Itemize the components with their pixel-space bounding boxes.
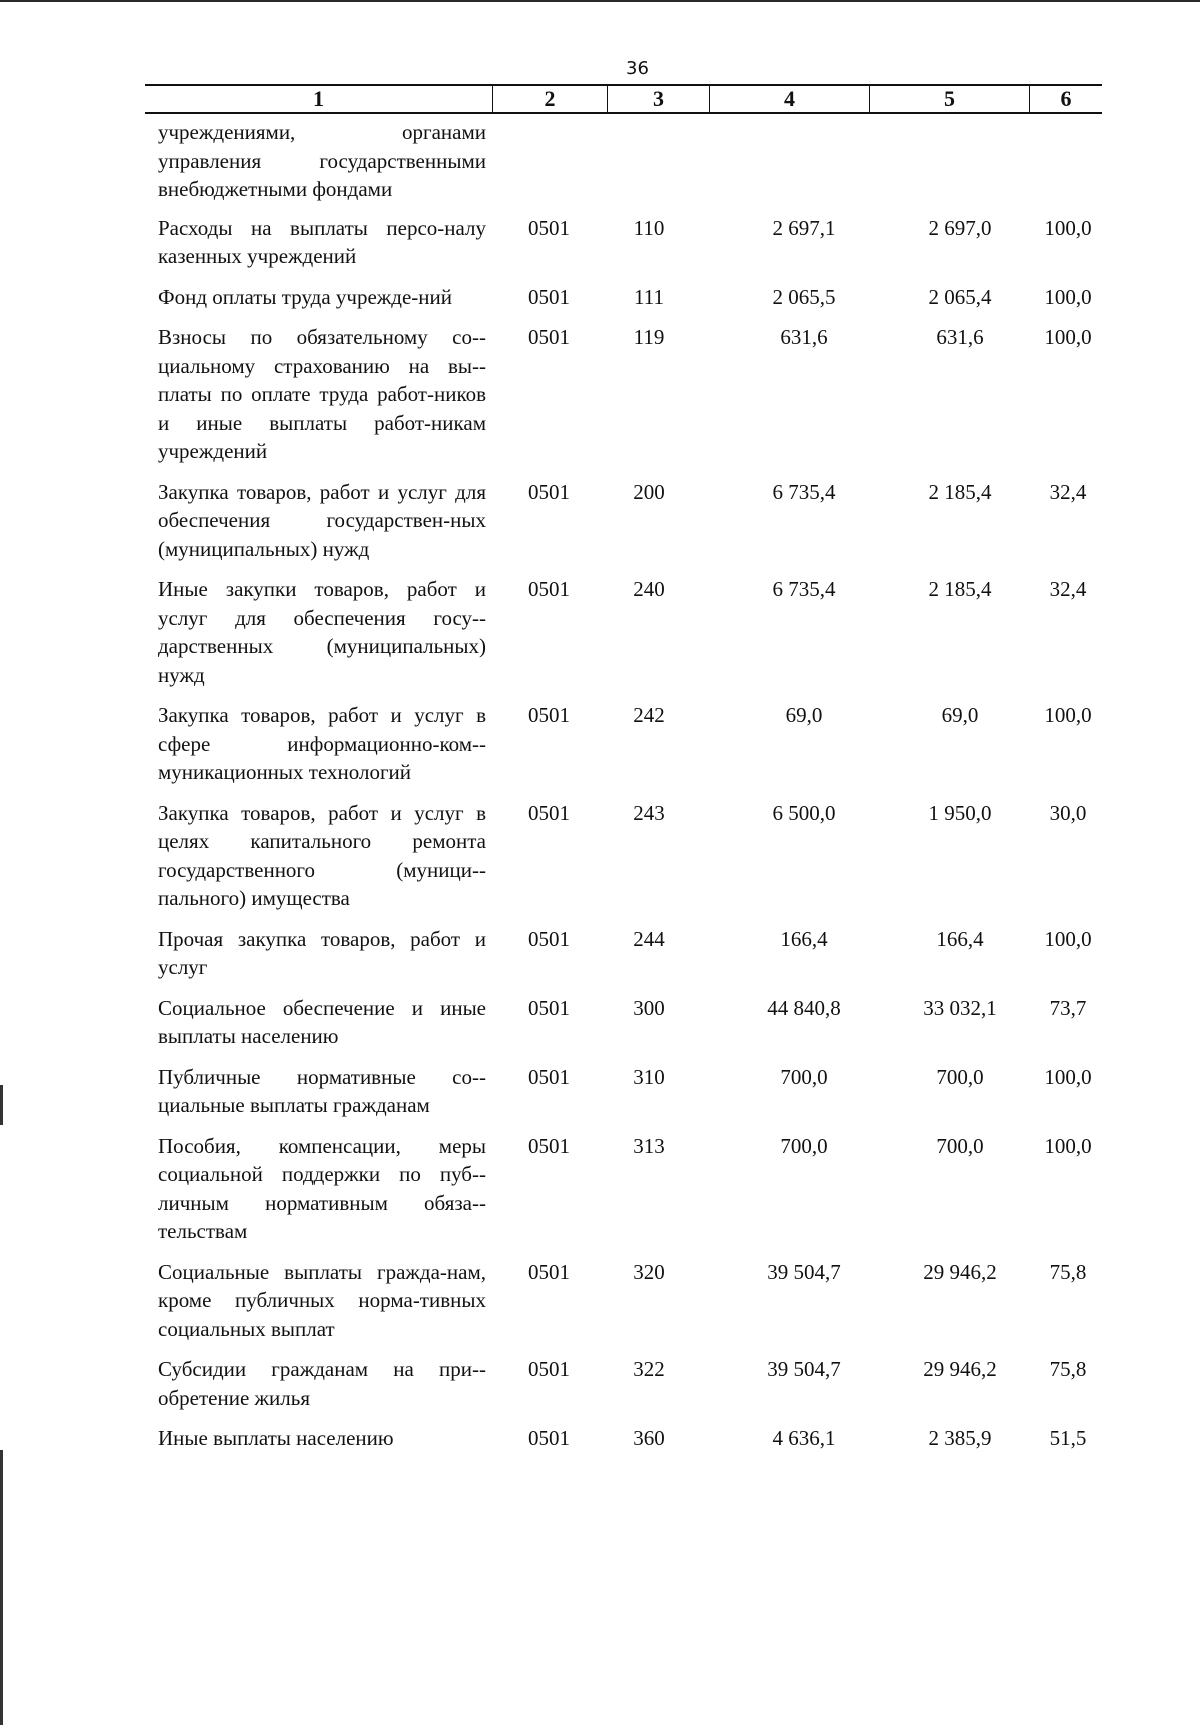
expense-type-code: 320 <box>633 1259 665 1284</box>
row-description: Закупка товаров, работ и услуг в целях капитального ремонта государственного (муници-пального) имущества <box>158 800 486 910</box>
table-body <box>158 118 1118 1453</box>
section-code: 0501 <box>528 800 570 825</box>
row-description: Взносы по обязательному со-циальному страхованию на вы-платы по оплате труда работ-ников и иные выплаты работ-никам учреждений <box>158 325 486 463</box>
row-description: Субсидии гражданам на при-обретение жилья <box>158 1357 486 1410</box>
table-row <box>158 1258 1118 1344</box>
execution-percent: 100,0 <box>1044 926 1092 951</box>
execution-percent: 100,0 <box>1044 1064 1092 1089</box>
actual-amount: 33 032,1 <box>923 995 997 1020</box>
actual-amount: 1 950,0 <box>928 800 992 825</box>
row-description: Иные выплаты населению <box>158 1426 394 1450</box>
table-row <box>158 478 1118 564</box>
expense-type-code: 310 <box>633 1064 665 1089</box>
expense-type-code: 242 <box>633 703 665 727</box>
planned-amount: 2 697,1 <box>772 215 836 240</box>
planned-amount: 2 065,5 <box>772 284 836 309</box>
execution-percent: 100,0 <box>1044 1133 1092 1158</box>
row-description: Прочая закупка товаров, работ и услуг <box>158 926 486 979</box>
table-row <box>158 1424 1118 1453</box>
actual-amount: 631,6 <box>936 325 984 349</box>
column-header-2: 2 <box>493 86 608 112</box>
execution-percent: 51,5 <box>1049 1426 1087 1450</box>
planned-amount: 700,0 <box>780 1133 828 1158</box>
actual-amount: 166,4 <box>936 926 984 951</box>
planned-amount: 69,0 <box>785 703 823 727</box>
planned-amount: 39 504,7 <box>767 1259 841 1284</box>
table-header <box>145 84 1102 114</box>
section-code: 0501 <box>528 1426 570 1450</box>
row-description: Социальное обеспечение и иные выплаты населению <box>158 995 486 1048</box>
actual-amount: 2 385,9 <box>928 1426 992 1450</box>
planned-amount: 166,4 <box>780 926 828 951</box>
expense-type-code: 244 <box>633 926 665 951</box>
execution-percent: 100,0 <box>1044 215 1092 240</box>
expense-type-code: 322 <box>633 1357 665 1381</box>
scan-border-left-mark <box>0 1085 3 1125</box>
actual-amount: 29 946,2 <box>923 1259 997 1284</box>
actual-amount: 2 065,4 <box>928 284 992 309</box>
table-row <box>158 1063 1118 1120</box>
table-row <box>158 1355 1118 1412</box>
page-number: 36 <box>626 58 649 79</box>
section-code: 0501 <box>528 215 570 240</box>
execution-percent: 100,0 <box>1044 284 1092 309</box>
table-row <box>158 283 1118 312</box>
row-description: Фонд оплаты труда учрежде-ний <box>158 284 452 309</box>
planned-amount: 700,0 <box>780 1064 828 1089</box>
actual-amount: 29 946,2 <box>923 1357 997 1381</box>
actual-amount: 69,0 <box>941 703 979 727</box>
execution-percent: 75,8 <box>1049 1357 1087 1381</box>
section-code: 0501 <box>528 325 570 349</box>
execution-percent: 32,4 <box>1049 479 1087 504</box>
planned-amount: 6 735,4 <box>772 479 836 504</box>
expense-type-code: 110 <box>633 215 665 240</box>
planned-amount: 44 840,8 <box>767 995 841 1020</box>
table-row <box>158 575 1118 689</box>
column-header-1: 1 <box>145 86 493 112</box>
planned-amount: 631,6 <box>780 325 828 349</box>
row-description: Закупка товаров, работ и услуг для обеспечения государствен-ных (муниципальных) нужд <box>158 479 486 561</box>
table-row <box>158 701 1118 787</box>
row-description: Пособия, компенсации, меры социальной поддержки по пуб-личным нормативным обяза-тельствам <box>158 1133 486 1243</box>
section-code: 0501 <box>528 1064 570 1089</box>
table-row <box>158 925 1118 982</box>
expense-type-code: 243 <box>633 800 665 825</box>
row-description: Социальные выплаты гражда-нам, кроме публичных норма-тивных социальных выплат <box>158 1259 486 1341</box>
column-header-4: 4 <box>710 86 870 112</box>
planned-amount: 4 636,1 <box>772 1426 836 1450</box>
section-code: 0501 <box>528 1259 570 1284</box>
row-description: учреждениями, органами управления государственными внебюджетными фондами <box>158 120 486 201</box>
section-code: 0501 <box>528 1357 570 1381</box>
column-header-5: 5 <box>870 86 1030 112</box>
actual-amount: 2 697,0 <box>928 215 992 240</box>
expense-type-code: 111 <box>634 284 664 309</box>
expense-type-code: 313 <box>633 1133 665 1158</box>
execution-percent: 32,4 <box>1049 577 1087 601</box>
row-description: Расходы на выплаты персо-налу казенных учреждений <box>158 215 486 268</box>
expense-type-code: 200 <box>633 479 665 504</box>
actual-amount: 2 185,4 <box>928 479 992 504</box>
table-row <box>158 994 1118 1051</box>
table-row <box>158 323 1118 466</box>
column-header-3: 3 <box>608 86 710 112</box>
section-code: 0501 <box>528 284 570 309</box>
section-code: 0501 <box>528 479 570 504</box>
expense-type-code: 119 <box>633 325 665 349</box>
scan-border-top <box>0 0 1200 2</box>
row-description: Публичные нормативные со-циальные выплаты гражданам <box>158 1064 486 1117</box>
table-row <box>158 1132 1118 1246</box>
execution-percent: 100,0 <box>1044 703 1092 727</box>
table-row <box>158 118 1118 204</box>
expense-type-code: 300 <box>633 995 665 1020</box>
execution-percent: 75,8 <box>1049 1259 1087 1284</box>
table-row <box>158 214 1118 271</box>
expense-type-code: 240 <box>633 577 665 601</box>
column-header-6: 6 <box>1060 86 1072 111</box>
scan-border-left-strip <box>0 1450 3 1725</box>
row-description: Иные закупки товаров, работ и услуг для обеспечения госу-дарственных (муниципальных) нужд <box>158 577 486 687</box>
section-code: 0501 <box>528 1133 570 1158</box>
section-code: 0501 <box>528 926 570 951</box>
actual-amount: 700,0 <box>936 1133 984 1158</box>
execution-percent: 30,0 <box>1049 800 1087 825</box>
row-description: Закупка товаров, работ и услуг в сфере информационно-ком-муникационных технологий <box>158 703 486 784</box>
actual-amount: 700,0 <box>936 1064 984 1089</box>
planned-amount: 6 500,0 <box>772 800 836 825</box>
execution-percent: 73,7 <box>1049 995 1087 1020</box>
section-code: 0501 <box>528 577 570 601</box>
section-code: 0501 <box>528 703 570 727</box>
execution-percent: 100,0 <box>1044 325 1092 349</box>
planned-amount: 39 504,7 <box>767 1357 841 1381</box>
section-code: 0501 <box>528 995 570 1020</box>
actual-amount: 2 185,4 <box>928 577 992 601</box>
expense-type-code: 360 <box>633 1426 665 1450</box>
planned-amount: 6 735,4 <box>772 577 836 601</box>
table-row <box>158 799 1118 913</box>
